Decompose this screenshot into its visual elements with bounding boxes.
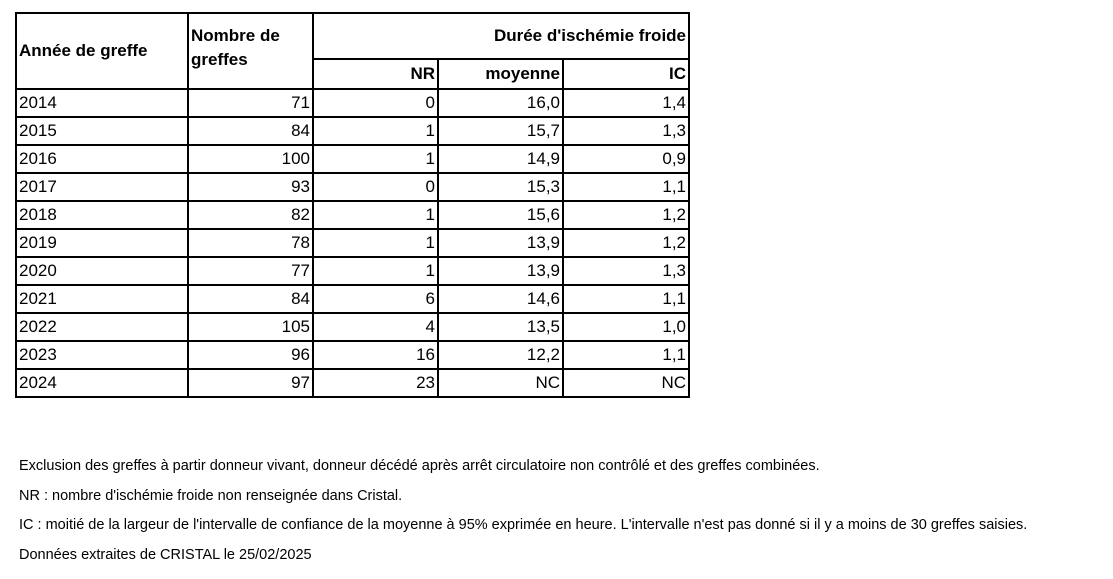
cell-ic: 1,1 — [563, 173, 689, 201]
cell-ic: 1,0 — [563, 313, 689, 341]
table-row — [16, 201, 689, 229]
table-body — [16, 89, 689, 397]
cell-mean: 12,2 — [438, 341, 563, 369]
table-row — [16, 257, 689, 285]
cell-ic: 1,2 — [563, 201, 689, 229]
cell-mean: 13,9 — [438, 257, 563, 285]
header-mean: moyenne — [438, 59, 563, 89]
note-nr-definition: NR : nombre d'ischémie froide non renseignée dans Cristal. — [19, 487, 403, 504]
cell-year: 2018 — [16, 201, 188, 229]
cell-year: 2014 — [16, 89, 188, 117]
table-row — [16, 229, 689, 257]
cell-nr: 1 — [313, 201, 438, 229]
cell-nr: 1 — [313, 117, 438, 145]
cell-count: 84 — [188, 285, 313, 313]
table-row — [16, 341, 689, 369]
cell-mean: 15,6 — [438, 201, 563, 229]
table-row — [16, 89, 689, 117]
cell-year: 2024 — [16, 369, 188, 397]
cell-count: 71 — [188, 89, 313, 117]
cell-nr: 1 — [313, 145, 438, 173]
table-row — [16, 285, 689, 313]
cell-mean: 13,9 — [438, 229, 563, 257]
header-nr: NR — [313, 59, 438, 89]
note-exclusion: Exclusion des greffes à partir donneur vivant, donneur décédé après arrêt circulatoire non contrôlé et des greffes combinées. — [19, 458, 820, 474]
footnotes — [19, 452, 1027, 570]
cell-ic: 1,2 — [563, 229, 689, 257]
cell-nr: 4 — [313, 313, 438, 341]
table-row — [16, 117, 689, 145]
table-row — [16, 173, 689, 201]
note-ic-definition: IC : moitié de la largeur de l'intervalle de confiance de la moyenne à 95% exprimée en heure. L'intervalle n'est pas donné si il y a moins de 30 greffes saisies. — [19, 517, 1028, 533]
cell-mean: 15,7 — [438, 117, 563, 145]
cell-mean: 14,9 — [438, 145, 563, 173]
cell-ic: 1,1 — [563, 285, 689, 313]
cell-nr: 16 — [313, 341, 438, 369]
header-cold-ischemia: Durée d'ischémie froide — [313, 13, 689, 59]
header-count: Nombre de greffes — [188, 13, 313, 89]
cell-nr: 0 — [313, 173, 438, 201]
cell-count: 97 — [188, 369, 313, 397]
cell-count: 77 — [188, 257, 313, 285]
cell-count: 78 — [188, 229, 313, 257]
cell-year: 2020 — [16, 257, 188, 285]
note-data-source: Données extraites de CRISTAL le 25/02/2025 — [19, 546, 312, 563]
cell-ic: 1,4 — [563, 89, 689, 117]
cell-year: 2023 — [16, 341, 188, 369]
cell-mean: 16,0 — [438, 89, 563, 117]
cell-ic: NC — [563, 369, 689, 397]
cell-year: 2016 — [16, 145, 188, 173]
cell-ic: 1,3 — [563, 117, 689, 145]
table-row — [16, 313, 689, 341]
cell-mean: NC — [438, 369, 563, 397]
cell-ic: 1,3 — [563, 257, 689, 285]
cell-count: 105 — [188, 313, 313, 341]
table-row — [16, 369, 689, 397]
cell-mean: 14,6 — [438, 285, 563, 313]
header-ic: IC — [563, 59, 689, 89]
cell-count: 96 — [188, 341, 313, 369]
cell-mean: 13,5 — [438, 313, 563, 341]
cell-year: 2015 — [16, 117, 188, 145]
cell-ic: 0,9 — [563, 145, 689, 173]
cell-count: 84 — [188, 117, 313, 145]
cell-count: 93 — [188, 173, 313, 201]
cell-ic: 1,1 — [563, 341, 689, 369]
cell-mean: 15,3 — [438, 173, 563, 201]
cell-nr: 1 — [313, 257, 438, 285]
cell-count: 100 — [188, 145, 313, 173]
cell-nr: 6 — [313, 285, 438, 313]
header-year: Année de greffe — [16, 13, 188, 89]
cell-year: 2017 — [16, 173, 188, 201]
table-row — [16, 145, 689, 173]
cell-year: 2021 — [16, 285, 188, 313]
cell-year: 2019 — [16, 229, 188, 257]
cell-nr: 0 — [313, 89, 438, 117]
cell-nr: 23 — [313, 369, 438, 397]
cell-count: 82 — [188, 201, 313, 229]
cell-year: 2022 — [16, 313, 188, 341]
ischemia-table — [15, 12, 690, 398]
header-row-top — [16, 13, 689, 59]
cell-nr: 1 — [313, 229, 438, 257]
